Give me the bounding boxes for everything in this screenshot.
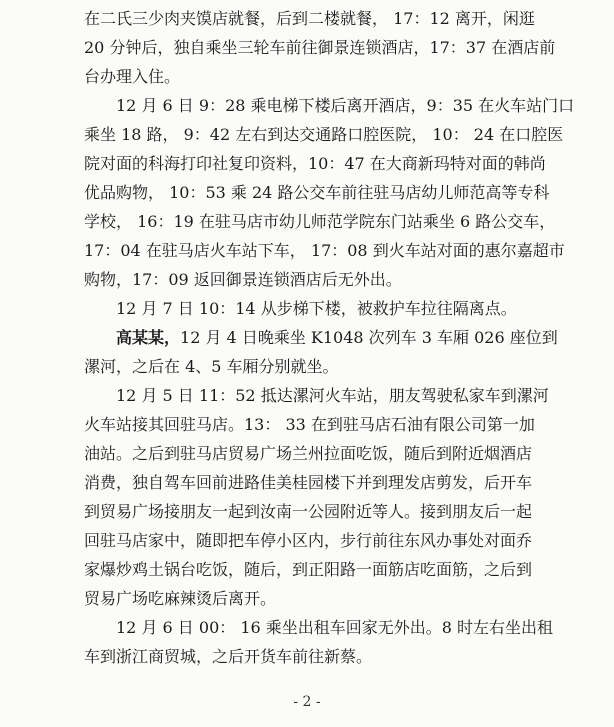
text-line: 院对面的科海打印社复印资料，10：47 在大商新玛特对面的韩尚 (84, 154, 546, 173)
text-line: 12 月 7 日 10：14 从步梯下楼，被救护车拉往隔离点。 (116, 299, 517, 318)
text-line: 到贸易广场接朋友一起到汝南一公园附近等人。接到朋友后一起 (84, 502, 533, 521)
text-line: 台办理入住。 (84, 67, 181, 86)
text-line: 购物，17：09 返回御景连锁酒店后无外出。 (84, 270, 402, 289)
text-line: 17：04 在驻马店火车站下车， 17：08 到火车站对面的惠尔嘉超市 (84, 241, 565, 260)
text-line: 乘坐 18 路， 9：42 左右到达交通路口腔医院， 10： 24 在口腔医 (84, 125, 564, 144)
text-line: 油站。之后到驻马店贸易广场兰州拉面吃饭，随后到附近烟酒店 (84, 444, 533, 463)
page-number: - 2 - (293, 694, 321, 710)
text-line: 20 分钟后，独自乘坐三轮车前往御景连锁酒店，17：37 在酒店前 (84, 38, 556, 57)
text-line: 学校， 16：19 在驻马店市幼儿师范学院东门站乘坐 6 路公交车， (84, 212, 556, 231)
text-line: 家爆炒鸡土锅台吃饭，随后，到正阳路一面筋店吃面筋，之后到 (84, 560, 533, 579)
person-name: 高某某， (116, 328, 181, 347)
text-line: 在二氏三少肉夹馍店就餐，后到二楼就餐， 17：12 离开，闲逛 (84, 9, 535, 28)
text-line: 火车站接其回驻马店。13： 33 在到驻马店石油有限公司第一加 (84, 415, 535, 434)
text-line: 12 月 6 日 00： 16 乘坐出租车回家无外出。8 时左右坐出租 (116, 618, 554, 637)
text-line: 高某某，12 月 4 日晚乘坐 K1048 次列车 3 车厢 026 座位到 (0, 326, 614, 350)
text-line: 漯河，之后在 4、5 车厢分别就坐。 (84, 357, 339, 376)
text-line: 优品购物， 10：53 乘 24 路公交车前往驻马店幼儿师范高等专科 (84, 183, 550, 202)
text-line: 回驻马店家中，随即把车停小区内，步行前往东风办事处对面乔 (84, 531, 533, 550)
text-line: 12 月 6 日 9：28 乘电梯下楼后离开酒店，9：35 在火车站门口 (116, 96, 575, 115)
text-line: 消费，独自驾车回前进路佳美桂园楼下并到理发店剪发，后开车 (84, 473, 533, 492)
text-line: 车到浙江商贸城，之后开货车前往新蔡。 (84, 647, 373, 666)
text-line: 12 月 5 日 11：52 抵达漯河火车站，朋友驾驶私家车到漯河 (116, 386, 549, 405)
text-line: 贸易广场吃麻辣烫后离开。 (84, 589, 277, 608)
